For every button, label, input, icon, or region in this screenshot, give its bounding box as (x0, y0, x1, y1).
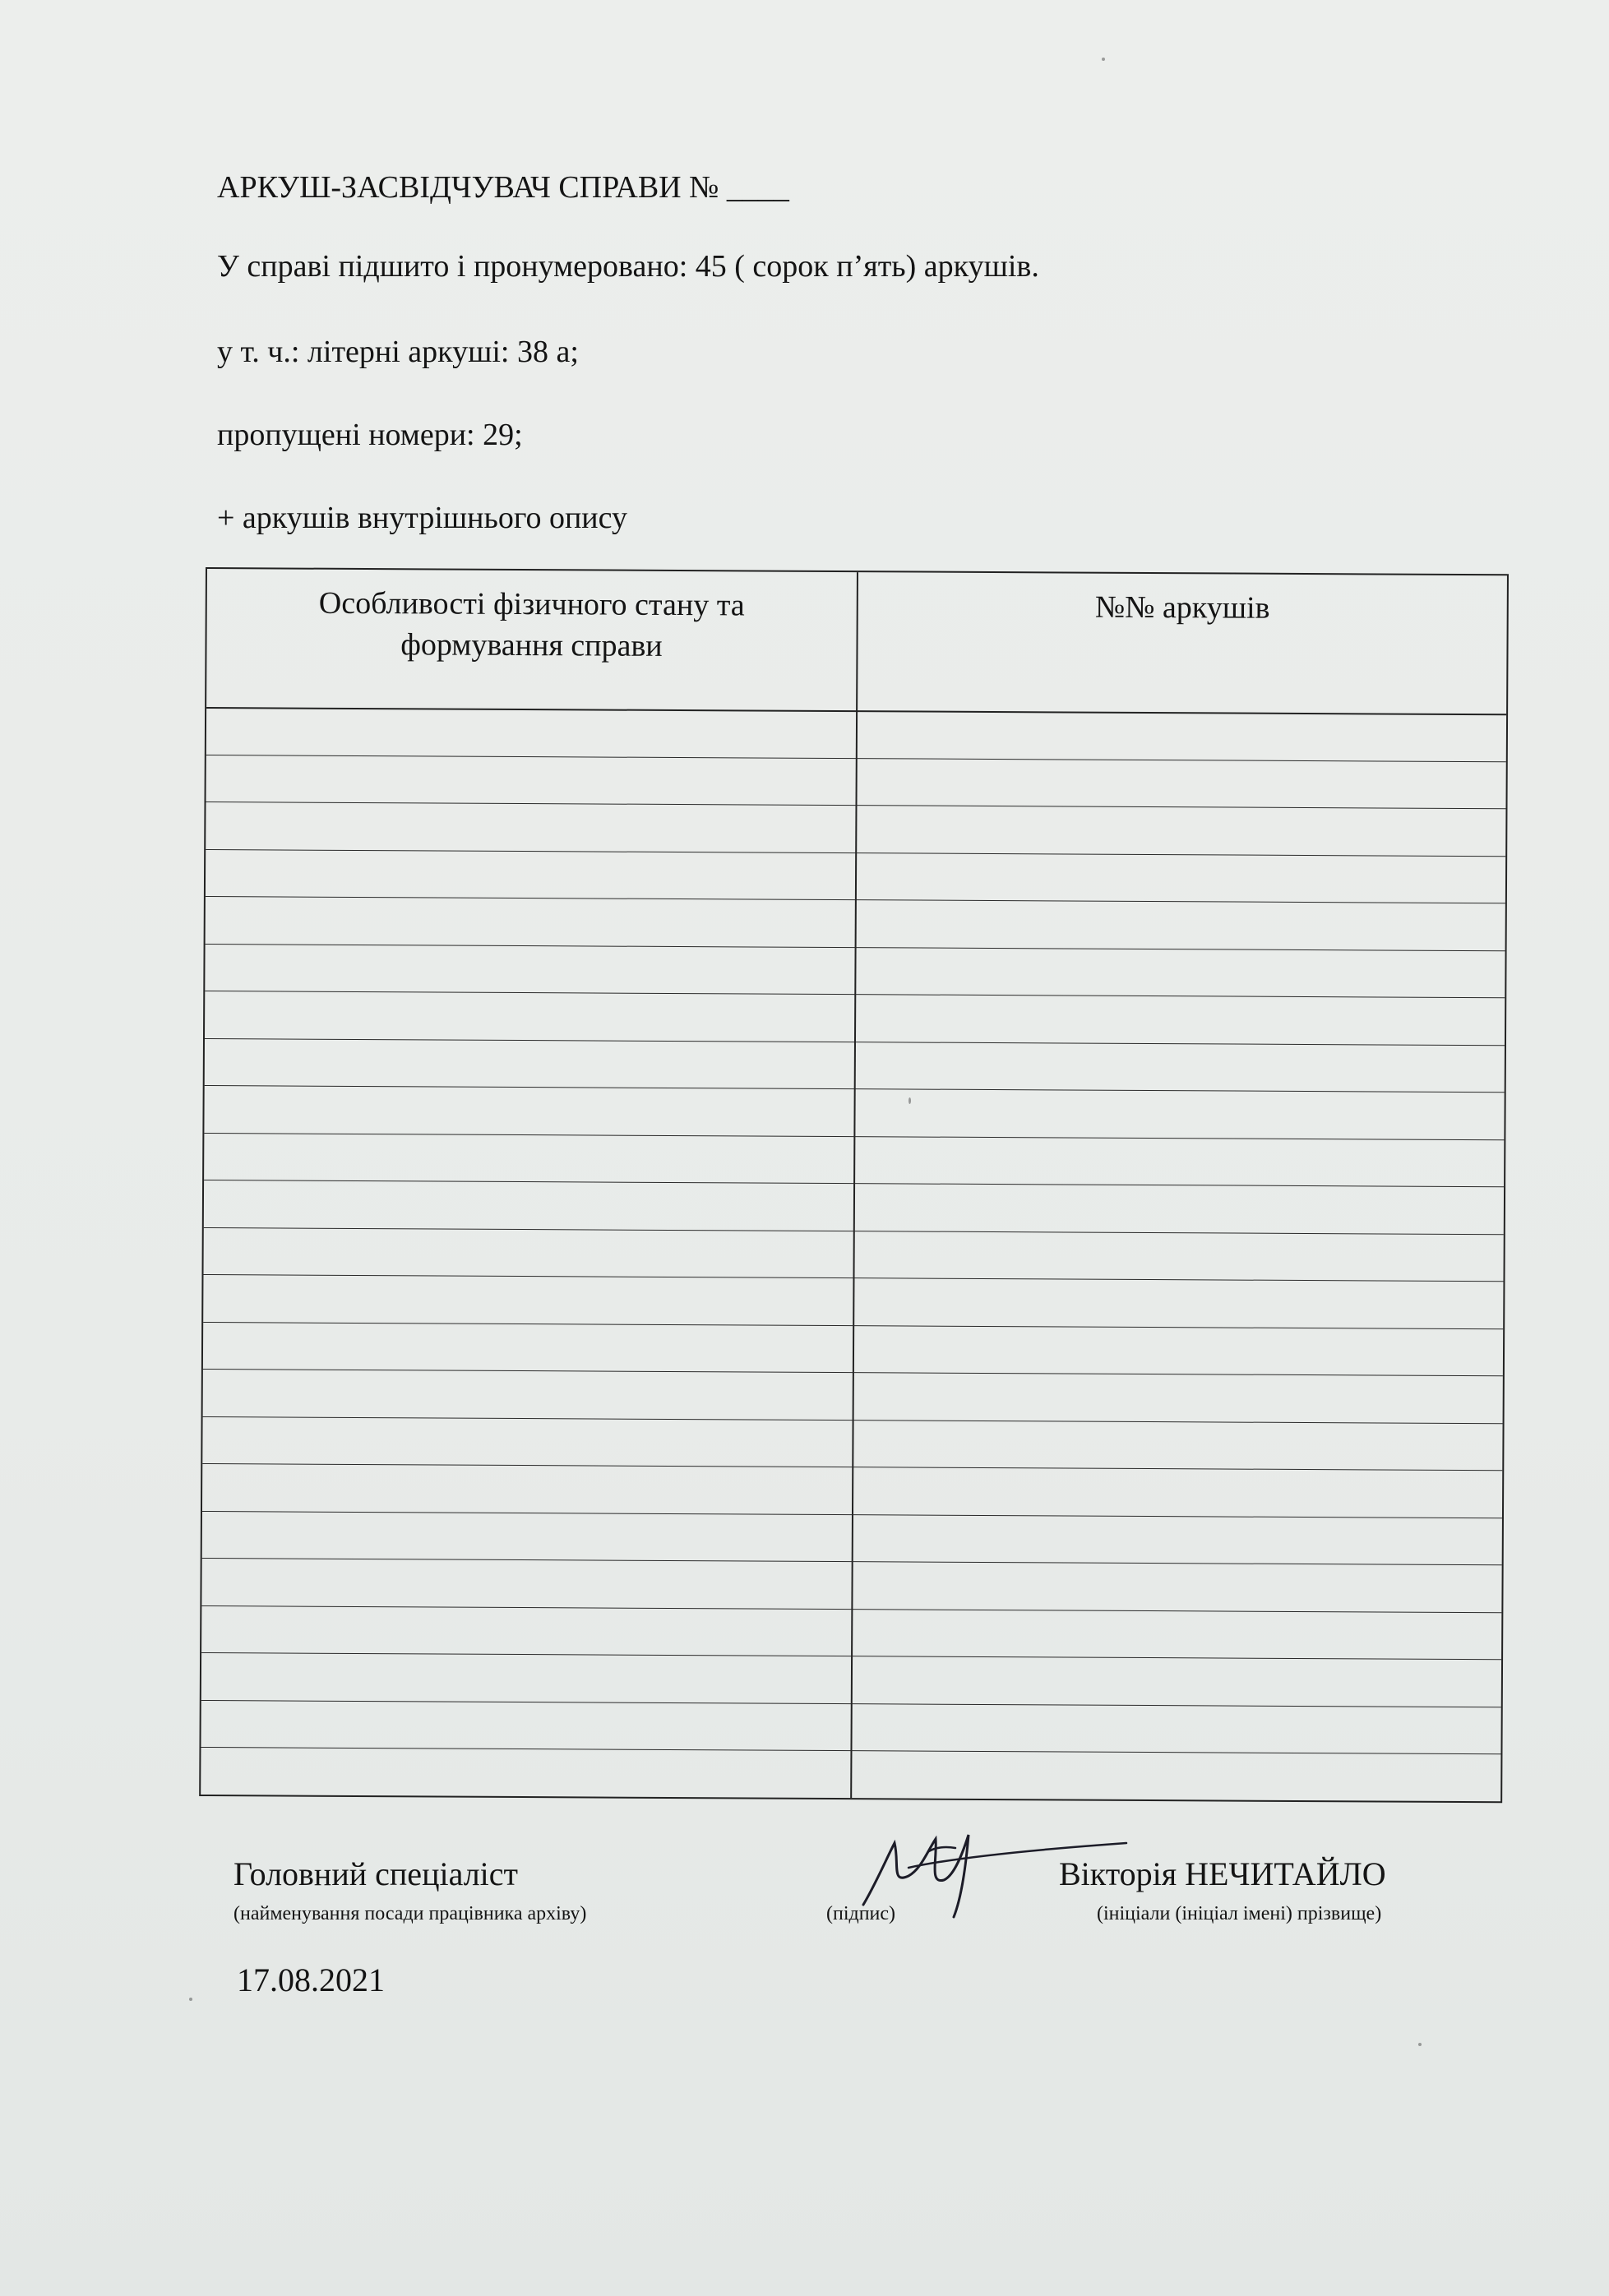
column-header-features-line2: формування справи (400, 627, 663, 663)
paper-speck (909, 1097, 911, 1104)
letter-sheets-line: у т. ч.: літерні аркуші: 38 а; (217, 335, 579, 369)
signature-caption: (підпис) (826, 1903, 896, 1924)
column-header-sheet-numbers: №№ аркушів (1094, 589, 1270, 626)
document-date: 17.08.2021 (237, 1961, 385, 1998)
signer-name: Вікторія НЕЧИТАЙЛО (1059, 1855, 1386, 1892)
features-table (199, 567, 1509, 1803)
paper-speck (1418, 2043, 1422, 2046)
document-title: АРКУШ-ЗАСВІДЧУВАЧ СПРАВИ № ____ (217, 170, 789, 205)
sheets-count-line: У справі підшито і пронумеровано: 45 ( сорок п’ять) аркушів. (217, 249, 1039, 284)
column-header-features-line1: Особливості фізичного стану та (318, 585, 745, 623)
position-caption: (найменування посади працівника архіву) (233, 1903, 587, 1924)
missing-numbers-line: пропущені номери: 29; (217, 418, 523, 452)
table-row (201, 707, 1506, 1755)
table-body (201, 707, 1506, 1801)
name-caption: (ініціали (ініціал імені) прізвище) (1097, 1903, 1382, 1924)
internal-inventory-line: + аркушів внутрішнього опису (217, 501, 627, 535)
paper-speck (189, 1998, 192, 2001)
position-title: Головний спеціаліст (233, 1855, 518, 1892)
paper-speck (1102, 58, 1105, 61)
column-header-features (206, 582, 857, 668)
